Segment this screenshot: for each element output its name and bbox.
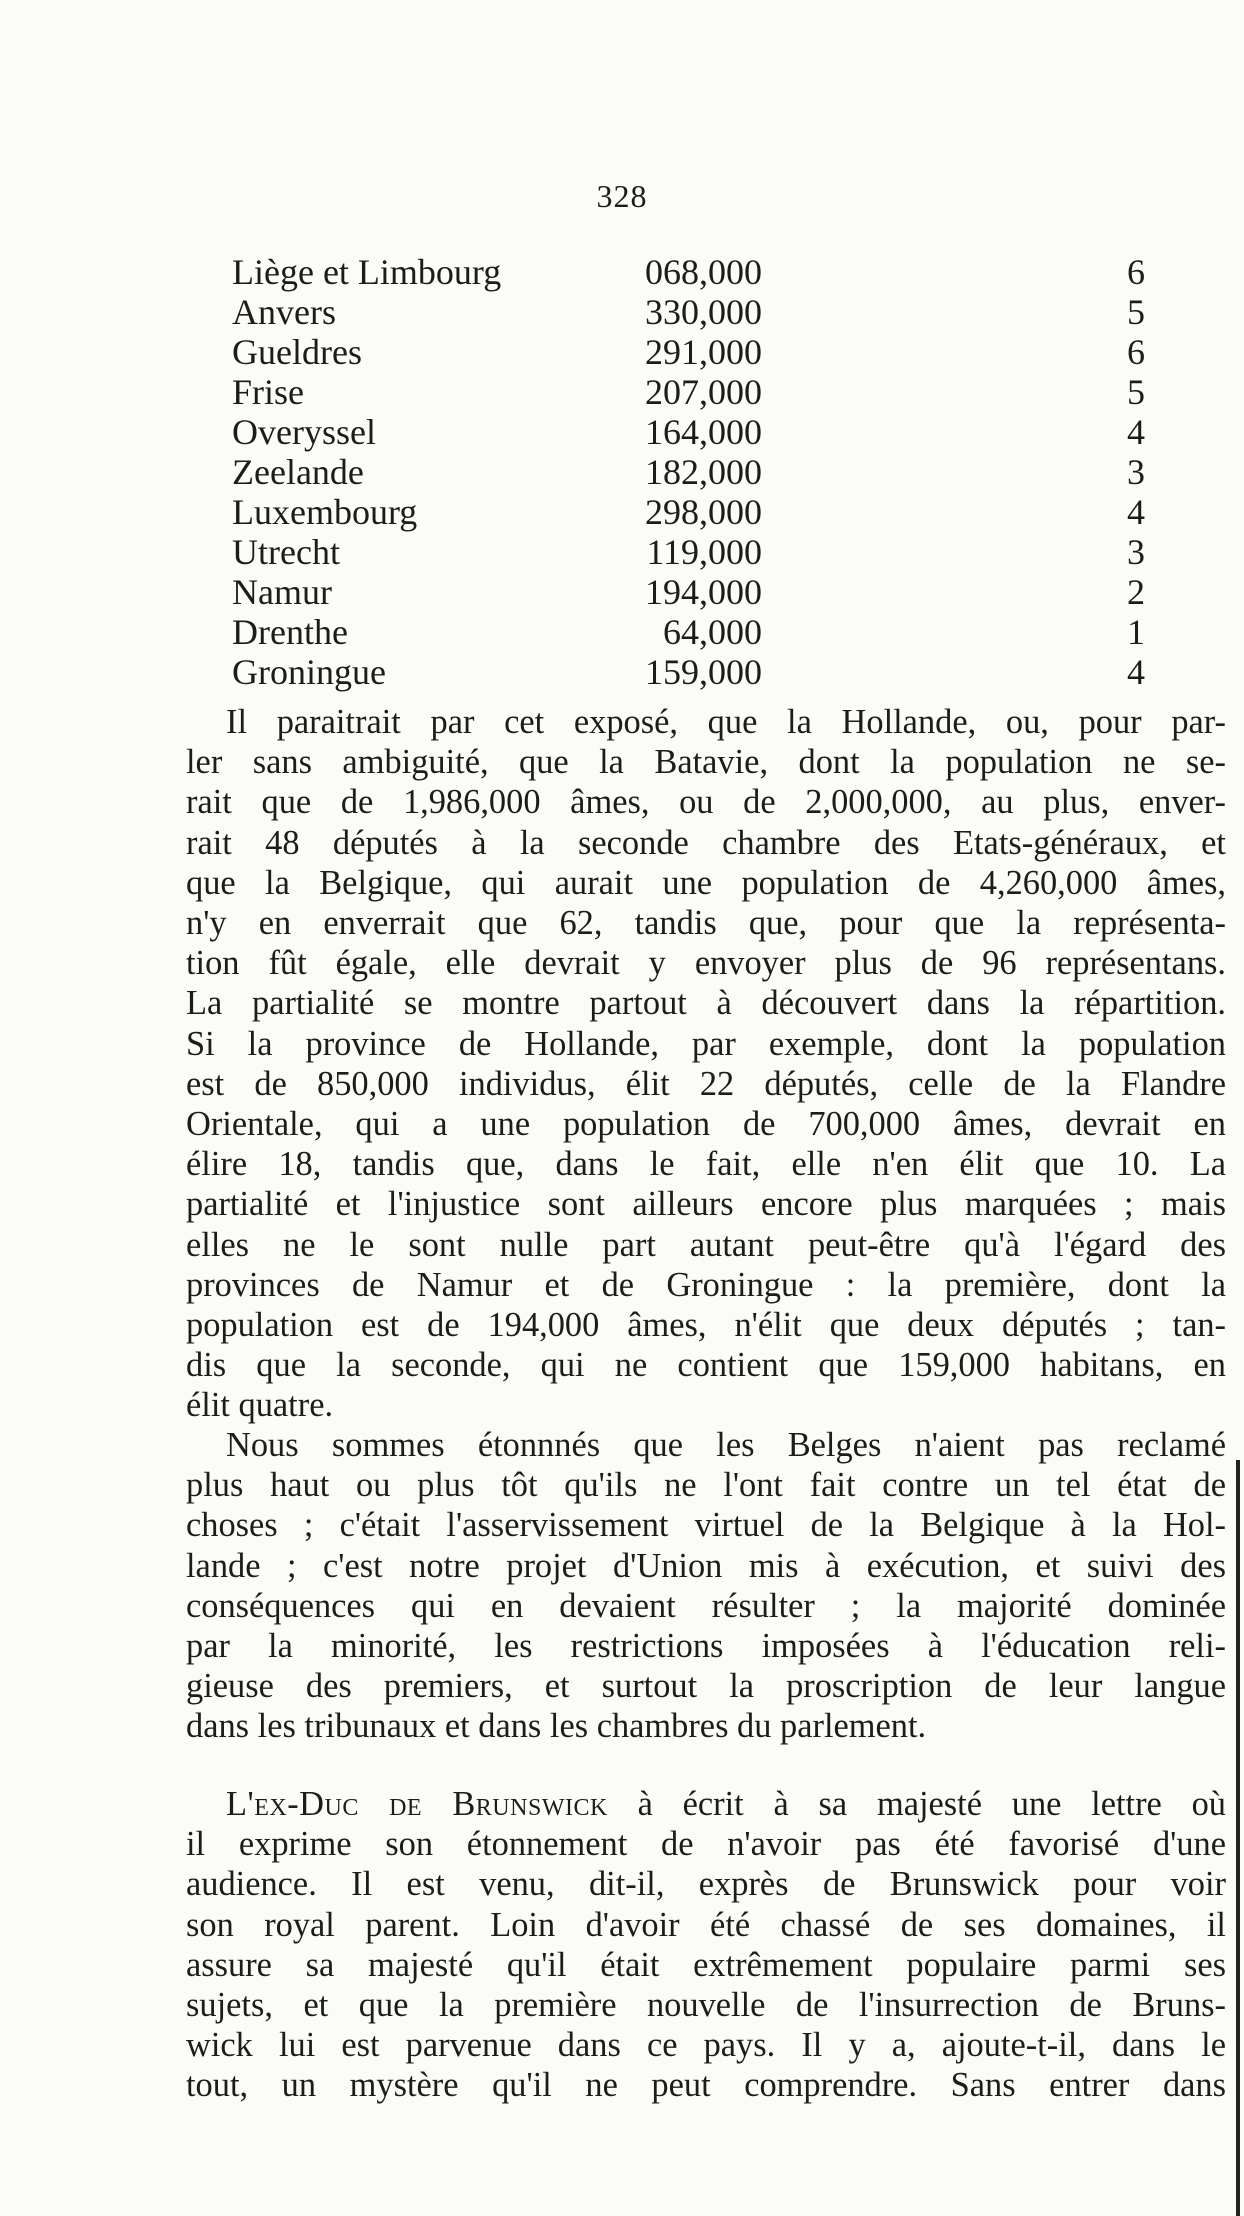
province-cell: Gueldres <box>232 332 362 372</box>
province-cell: Namur <box>232 572 332 612</box>
deputies-cell: 5 <box>1127 292 1145 332</box>
table-row <box>232 572 1192 612</box>
text-line: gieuse des premiers, et surtout la proscription de leur langue <box>186 1667 1226 1706</box>
table-row <box>232 332 1192 372</box>
table-row <box>232 532 1192 572</box>
population-cell: 291,000 <box>645 332 762 372</box>
text-line: il exprime son étonnement de n'avoir pas été favorisé d'une <box>186 1825 1226 1864</box>
population-cell: 068,000 <box>645 252 762 292</box>
text-line: est de 850,000 individus, élit 22 députés, celle de la Flandre <box>186 1064 1226 1103</box>
province-cell: Zeelande <box>232 452 364 492</box>
province-cell: Drenthe <box>232 612 348 652</box>
text-line: n'y en enverrait que 62, tandis que, pour que la représenta- <box>186 904 1226 943</box>
text-line: audience. Il est venu, dit-il, exprès de Brunswick pour voir <box>186 1865 1226 1904</box>
text-line: tion fût égale, elle devrait y envoyer plus de 96 représentans. <box>186 944 1226 983</box>
text-line: tout, un mystère qu'il ne peut comprendre. Sans entrer dans <box>186 2066 1226 2105</box>
province-cell: Groningue <box>232 652 386 692</box>
paragraph-3-lead: L'ex-Duc de Brunswick <box>226 1785 608 1823</box>
text-line: choses ; c'était l'asservissement virtuel de la Belgique à la Hol- <box>186 1506 1226 1545</box>
population-cell: 194,000 <box>645 572 762 612</box>
paragraph-2 <box>186 1425 1226 1747</box>
table-row <box>232 292 1192 332</box>
text-line: La partialité se montre partout à découvert dans la répartition. <box>186 984 1226 1023</box>
text-line: Si la province de Hollande, par exemple, dont la population <box>186 1024 1226 1063</box>
text-line: élit quatre. <box>186 1386 334 1425</box>
deputies-cell: 3 <box>1127 532 1145 572</box>
text-line: élire 18, tandis que, dans le fait, elle n'en élit que 10. La <box>186 1145 1226 1184</box>
table-row <box>232 652 1192 692</box>
population-cell: 330,000 <box>645 292 762 332</box>
text-line: Orientale, qui a une population de 700,000 âmes, devrait en <box>186 1105 1226 1144</box>
table-row <box>232 492 1192 532</box>
page-number: 328 <box>596 178 648 214</box>
text-line: sujets, et que la première nouvelle de l'insurrection de Bruns- <box>186 1986 1226 2025</box>
text-line: son royal parent. Loin d'avoir été chassé de ses domaines, il <box>186 1905 1226 1944</box>
table-row <box>232 452 1192 492</box>
province-cell: Utrecht <box>232 532 340 572</box>
text-line: wick lui est parvenue dans ce pays. Il y a, ajoute-t-il, dans le <box>186 2026 1226 2065</box>
deputies-cell: 4 <box>1127 492 1145 532</box>
text-line: population est de 194,000 âmes, n'élit que deux députés ; tan- <box>186 1306 1226 1345</box>
province-cell: Frise <box>232 372 304 412</box>
text-line: rait 48 députés à la seconde chambre des Etats-généraux, et <box>186 823 1226 862</box>
table-row <box>232 412 1192 452</box>
province-cell: Overyssel <box>232 412 376 452</box>
population-cell: 64,000 <box>663 612 762 652</box>
text-line: assure sa majesté qu'il était extrêmement populaire parmi ses <box>186 1945 1226 1984</box>
text-line: par la minorité, les restrictions imposées à l'éducation reli- <box>186 1627 1226 1666</box>
text-line: provinces de Namur et de Groningue : la première, dont la <box>186 1265 1226 1304</box>
paragraph-1 <box>186 702 1226 1426</box>
text-line: Nous sommes étonnnés que les Belges n'aient pas reclamé <box>226 1426 1226 1464</box>
text-line: Il paraitrait par cet exposé, que la Hollande, ou, pour par- <box>226 703 1226 741</box>
paragraph-3 <box>186 1784 1226 2106</box>
deputies-cell: 6 <box>1127 252 1145 292</box>
text-line: conséquences qui en devaient résulter ; la majorité dominée <box>186 1586 1226 1625</box>
province-table <box>232 252 1192 692</box>
province-cell: Anvers <box>232 292 336 332</box>
table-row <box>232 372 1192 412</box>
text-line: plus haut ou plus tôt qu'ils ne l'ont fait contre un tel état de <box>186 1466 1226 1505</box>
text-line: lande ; c'est notre projet d'Union mis à exécution, et suivi des <box>186 1546 1226 1585</box>
population-cell: 182,000 <box>645 452 762 492</box>
deputies-cell: 5 <box>1127 372 1145 412</box>
margin-rule <box>1236 1460 1240 2216</box>
table-row <box>232 612 1192 652</box>
province-cell: Liège et Limbourg <box>232 252 502 292</box>
population-cell: 298,000 <box>645 492 762 532</box>
text-line: partialité et l'injustice sont ailleurs encore plus marquées ; mais <box>186 1185 1226 1224</box>
deputies-cell: 1 <box>1127 612 1145 652</box>
population-cell: 207,000 <box>645 372 762 412</box>
population-cell: 164,000 <box>645 412 762 452</box>
text-line: dis que la seconde, qui ne contient que 159,000 habitans, en <box>186 1346 1226 1385</box>
paragraph-3-first-line <box>186 1784 1226 1824</box>
paragraph-3-first-rest: à écrit à sa majesté une lettre où <box>607 1785 1226 1823</box>
table-row <box>232 252 1192 292</box>
text-line: elles ne le sont nulle part autant peut-être qu'à l'égard des <box>186 1225 1226 1264</box>
text-line: ler sans ambiguité, que la Batavie, dont la population ne se- <box>186 743 1226 782</box>
deputies-cell: 4 <box>1127 652 1145 692</box>
text-line: dans les tribunaux et dans les chambres du parlement. <box>186 1707 927 1746</box>
text-line: que la Belgique, qui aurait une population de 4,260,000 âmes, <box>186 863 1226 902</box>
population-cell: 159,000 <box>645 652 762 692</box>
deputies-cell: 4 <box>1127 412 1145 452</box>
deputies-cell: 2 <box>1127 572 1145 612</box>
deputies-cell: 3 <box>1127 452 1145 492</box>
text-line: rait que de 1,986,000 âmes, ou de 2,000,000, au plus, enver- <box>186 783 1226 822</box>
population-cell: 119,000 <box>646 532 762 572</box>
deputies-cell: 6 <box>1127 332 1145 372</box>
province-cell: Luxembourg <box>232 492 418 532</box>
